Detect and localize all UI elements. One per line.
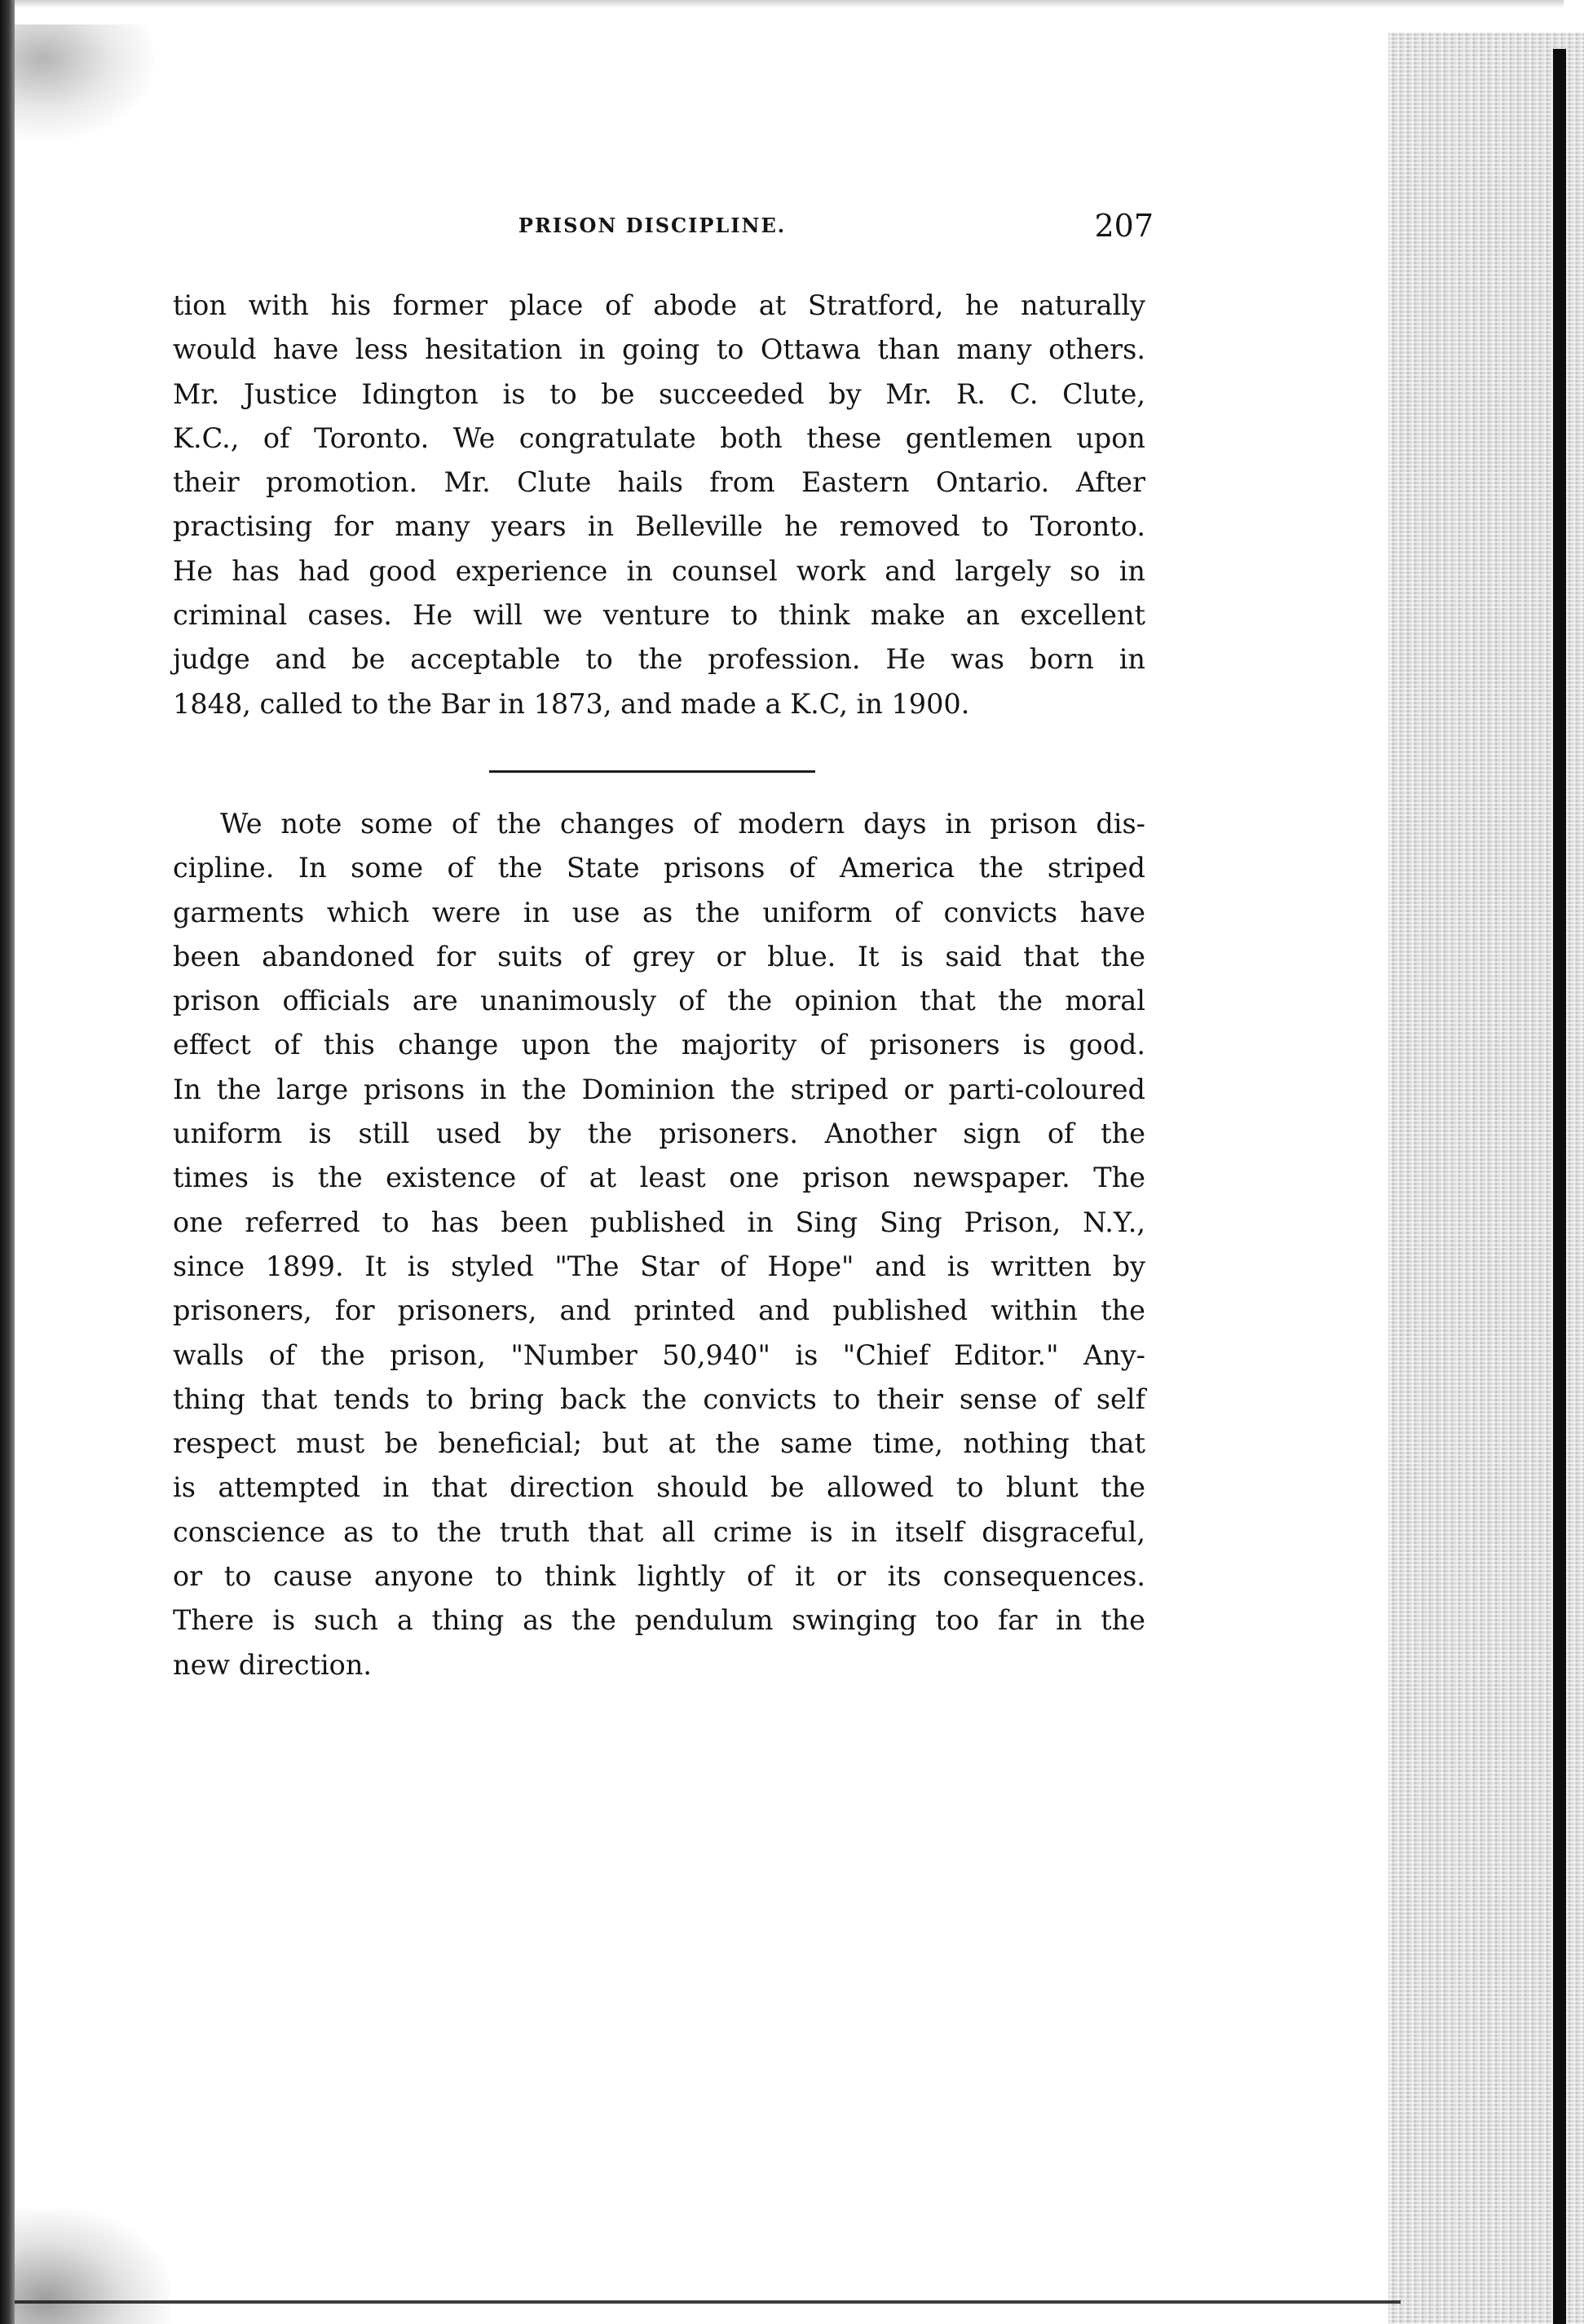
paragraph-appointment bbox=[173, 284, 1145, 726]
text-line: We note some of the changes of modern days in prison dis- bbox=[220, 808, 1145, 840]
scan-left-edge bbox=[0, 0, 15, 2324]
text-line: There is such a thing as the pendulum swinging too far in the bbox=[173, 1604, 1145, 1637]
text-line: prison officials are unanimously of the opinion that the moral bbox=[173, 985, 1145, 1017]
page-number: 207 bbox=[1094, 208, 1154, 244]
text-line: new direction. bbox=[173, 1648, 373, 1681]
scan-smudge-bottom-left bbox=[15, 2209, 170, 2324]
scan-bottom-edge bbox=[15, 2300, 1401, 2304]
text-line: their promotion. Mr. Clute hails from Eastern Ontario. After bbox=[173, 466, 1145, 499]
running-head: PRISON DISCIPLINE. bbox=[518, 214, 787, 237]
text-line: cipline. In some of the State prisons of America the striped bbox=[173, 852, 1145, 884]
text-line: conscience as to the truth that all crime is in itself disgraceful, bbox=[173, 1515, 1145, 1548]
scan-top-shadow bbox=[15, 0, 1564, 8]
text-line: tion with his former place of abode at Stratford, he naturally bbox=[173, 289, 1145, 321]
text-line: thing that tends to bring back the convicts to their sense of self bbox=[173, 1382, 1145, 1415]
text-line: been abandoned for suits of grey or blue. It is said that the bbox=[173, 940, 1145, 972]
text-line: is attempted in that direction should be allowed to blunt the bbox=[173, 1471, 1145, 1504]
paragraph-prison-discipline bbox=[173, 802, 1145, 1687]
text-line: Mr. Justice Idington is to be succeeded by Mr. R. C. Clute, bbox=[173, 377, 1145, 410]
text-line: would have less hesitation in going to Ottawa than many others. bbox=[173, 333, 1145, 366]
text-line: practising for many years in Belleville he removed to Toronto. bbox=[173, 510, 1145, 543]
text-line: judge and be acceptable to the profession. He was born in bbox=[173, 643, 1145, 676]
text-line: criminal cases. He will we venture to think make an excellent bbox=[173, 599, 1145, 632]
text-line: uniform is still used by the prisoners. Another sign of the bbox=[173, 1118, 1145, 1150]
text-line: 1848, called to the Bar in 1873, and made a K.C, in 1900. bbox=[173, 687, 970, 720]
text-line: one referred to has been published in Sing Sing Prison, N.Y., bbox=[173, 1206, 1145, 1238]
text-line: or to cause anyone to think lightly of it or its consequences. bbox=[173, 1560, 1145, 1593]
text-line: respect must be beneficial; but at the same time, nothing that bbox=[173, 1427, 1145, 1460]
text-line: He has had good experience in counsel work and largely so in bbox=[173, 554, 1145, 587]
text-line: effect of this change upon the majority of prisoners is good. bbox=[173, 1029, 1145, 1061]
text-line: times is the existence of at least one prison newspaper. The bbox=[173, 1162, 1145, 1194]
scan-right-edge bbox=[1553, 49, 1566, 2324]
section-divider bbox=[489, 770, 815, 773]
text-line: prisoners, for prisoners, and printed and published within the bbox=[173, 1294, 1145, 1327]
text-line: garments which were in use as the uniform of convicts have bbox=[173, 896, 1145, 928]
text-line: walls of the prison, "Number 50,940" is "Chief Editor." Any- bbox=[173, 1338, 1145, 1371]
text-line: since 1899. It is styled "The Star of Hope" and is written by bbox=[173, 1250, 1145, 1282]
text-line: K.C., of Toronto. We congratulate both these gentlemen upon bbox=[173, 421, 1145, 454]
scan-smudge-top-left bbox=[15, 24, 153, 139]
text-line: In the large prisons in the Dominion the striped or parti-coloured bbox=[173, 1073, 1145, 1105]
